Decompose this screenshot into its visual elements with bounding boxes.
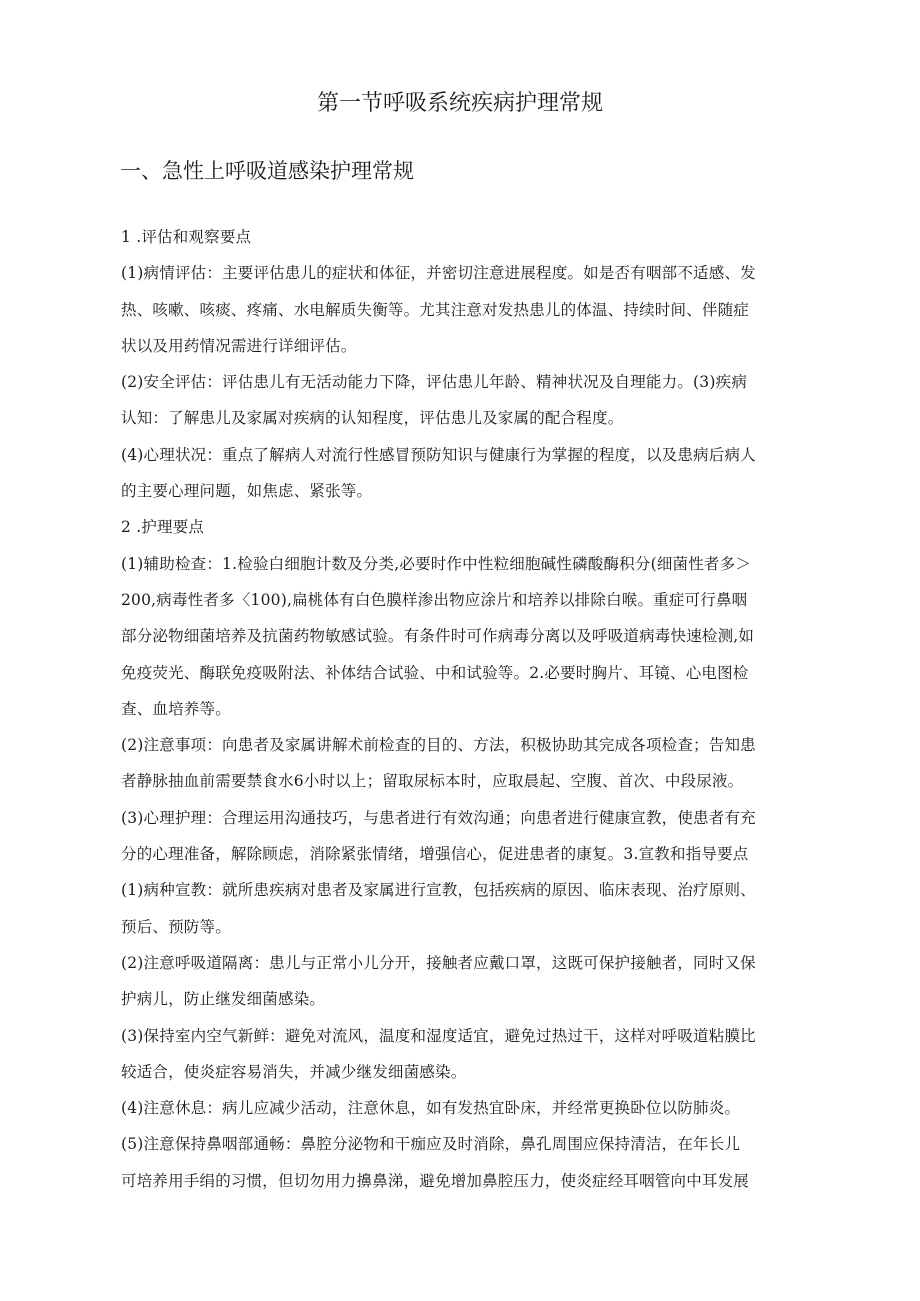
page-title: 第一节呼吸系统疾病护理常规 [316, 91, 603, 116]
text-line: 查、血培养等。 [121, 699, 231, 718]
text-line: 状以及用药情况需进行详细评估。 [121, 336, 357, 355]
text-line: 的主要心理问题，如焦虑、紧张等。 [121, 482, 373, 501]
text-line: (3)保持室内空气新鲜：避免对流风，温度和湿度适宜，避免过热过干，这样对呼吸道粘膜比 [121, 1026, 756, 1045]
text-line: 200,病毒性者多〈100),扁桃体有白色膜样渗出物应涂片和培养以排除白喉。重症可行鼻咽 [121, 590, 748, 609]
text-line: (2)注意事项：向患者及家属讲解术前检查的目的、方法，积极协助其完成各项检查；告知患 [121, 736, 756, 755]
section-heading: 一、急性上呼吸道感染护理常规 [120, 159, 414, 183]
text-line: 者静脉抽血前需要禁食水6小时以上；留取尿标本时，应取晨起、空腹、首次、中段尿液。 [121, 772, 744, 791]
text-line: 免疫荧光、酶联免疫吸附法、补体结合试验、中和试验等。2.必要时胸片、耳镜、心电图检 [121, 663, 749, 682]
text-line: 部分泌物细菌培养及抗菌药物敏感试验。有条件时可作病毒分离以及呼吸道病毒快速检测,如 [121, 627, 755, 646]
text-line: (1)病种宣教：就所患疾病对患者及家属进行宣教，包括疾病的原因、临床表现、治疗原则、 [121, 881, 756, 900]
text-line: (5)注意保持鼻咽部通畅：鼻腔分泌物和干痂应及时消除，鼻孔周围应保持清洁，在年长儿 [121, 1135, 741, 1154]
text-line: 较适合，使炎症容易消失，并减少继发细菌感染。 [121, 1062, 467, 1081]
text-line: (1)病情评估：主要评估患儿的症状和体征，并密切注意进展程度。如是否有咽部不适感、发 [121, 264, 756, 283]
text-line: 认知：了解患儿及家属对疾病的认知程度，评估患儿及家属的配合程度。 [121, 409, 624, 428]
text-line: 2 .护理要点 [121, 518, 205, 537]
text-line: (4)注意休息：病儿应减少活动，注意休息，如有发热宜卧床，并经常更换卧位以防肺炎。 [121, 1099, 741, 1118]
text-line: 1 .评估和观察要点 [121, 228, 252, 246]
text-line: (4)心理状况：重点了解病人对流行性感冒预防知识与健康行为掌握的程度，以及患病后病人 [121, 445, 756, 464]
text-line: 可培养用手绢的习惯，但切勿用力擤鼻涕，避免增加鼻腔压力，使炎症经耳咽管向中耳发展 [121, 1171, 750, 1190]
body-text [121, 219, 821, 1199]
text-line: (2)注意呼吸道隔离：患儿与正常小儿分开，接触者应戴口罩，这既可保护接触者，同时又保 [121, 953, 756, 972]
text-line: (1)辅助检查：1.检验白细胞计数及分类,必要时作中性粒细胞碱性磷酸酶积分(细菌性者多＞ [121, 554, 752, 573]
text-line: 护病儿，防止继发细菌感染。 [121, 990, 326, 1009]
text-line: 预后、预防等。 [121, 917, 231, 936]
text-line: 热、咳嗽、咳痰、疼痛、水电解质失衡等。尤其注意对发热患儿的体温、持续时间、伴随症 [121, 300, 750, 319]
text-line: (3)心理护理：合理运用沟通技巧，与患者进行有效沟通；向患者进行健康宣教，使患者有充 [121, 808, 756, 827]
text-line: (2)安全评估：评估患儿有无活动能力下降，评估患儿年龄、精神状况及自理能力。(3)疾病 [121, 373, 748, 392]
text-line: 分的心理准备，解除顾虑，消除紧张情绪，增强信心，促进患者的康复。3.宣教和指导要点 [121, 845, 749, 864]
